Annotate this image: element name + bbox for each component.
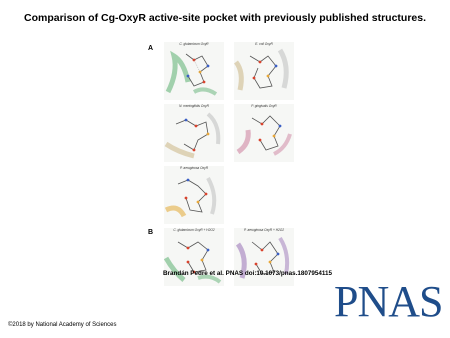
pg-oxyr-pocket-render	[234, 104, 294, 162]
panel-b-label: B	[148, 229, 154, 236]
pa-oxyr-pocket-render	[164, 166, 224, 224]
figure-title: Comparison of Cg-OxyR active-site pocket with previously published structures.	[24, 12, 426, 24]
figure-image	[148, 42, 300, 302]
structure-pa-oxyr: P. aeruginosa OxyR	[164, 166, 224, 224]
structure-pa-oxyr-h2o2: P. aeruginosa OxyR + H2O2	[234, 228, 294, 286]
citation: Brandán Pedre et al. PNAS doi:10.1073/pnas.1807954115	[163, 270, 333, 277]
cg-oxyr-pocket-render	[164, 42, 224, 100]
cg-oxyr-h2o2-pocket-render	[164, 228, 224, 286]
structure-cg-oxyr-h2o2: C. glutamicum OxyR + H2O2	[164, 228, 224, 286]
copyright-notice: ©2018 by National Academy of Sciences	[8, 322, 117, 328]
structure-pg-oxyr: P. gingivalis OxyR	[234, 104, 294, 162]
pa-oxyr-h2o2-pocket-render	[234, 228, 294, 286]
structure-nm-oxyr: N. meningitidis OxyR	[164, 104, 224, 162]
panel-a-label: A	[148, 45, 154, 52]
structure-ec-oxyr: E. coli OxyR	[234, 42, 294, 100]
ec-oxyr-pocket-render	[234, 42, 294, 100]
structure-cg-oxyr: C. glutamicum OxyR	[164, 42, 224, 100]
nm-oxyr-pocket-render	[164, 104, 224, 162]
pnas-logo: PNAS	[334, 277, 443, 326]
